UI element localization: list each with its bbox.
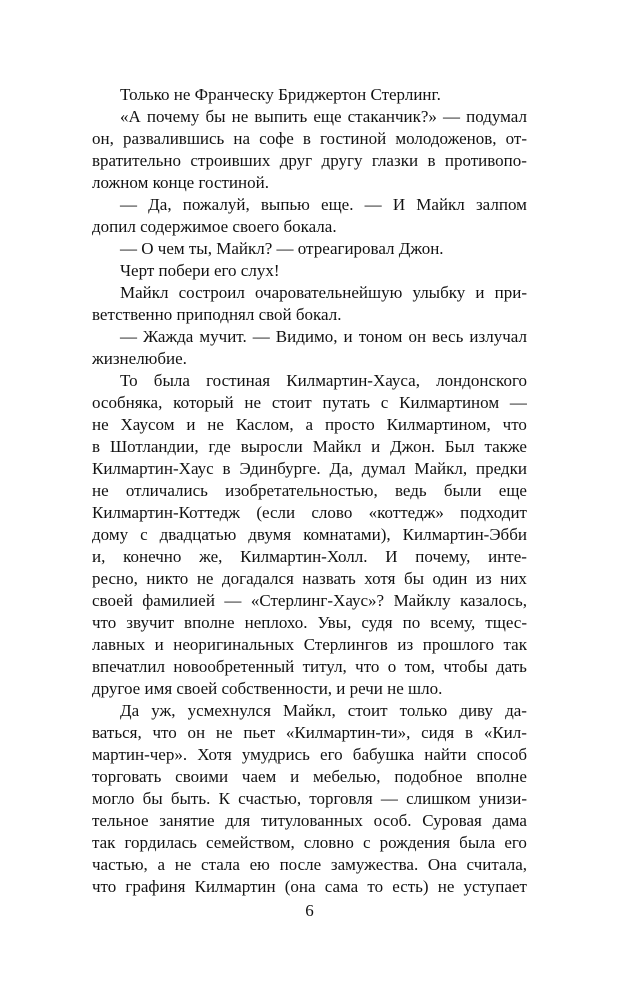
word: с	[140, 525, 148, 544]
text-line	[92, 414, 527, 436]
word: звучит	[126, 613, 175, 632]
word: способ	[476, 745, 527, 764]
word: для	[225, 811, 251, 830]
word: не	[244, 393, 262, 412]
word: выпью	[260, 195, 310, 214]
word: изобретательностью,	[225, 481, 378, 500]
text-line: другое имя своей собственности, и речи не шло.	[92, 679, 443, 698]
word: который	[173, 393, 234, 412]
word: была	[459, 833, 496, 852]
word: —	[443, 107, 461, 126]
word: своей	[92, 591, 133, 610]
word: ведь	[394, 481, 427, 500]
word: Да,	[329, 459, 353, 478]
text-line	[92, 788, 527, 810]
word: (она	[284, 877, 316, 896]
paragraph	[92, 194, 527, 238]
word: всему,	[430, 613, 476, 632]
paragraph	[92, 84, 527, 106]
word: была	[153, 371, 190, 390]
word: Майкл	[416, 195, 465, 214]
word: назвать	[302, 569, 356, 588]
word: найти	[424, 745, 467, 764]
word: то	[367, 877, 384, 896]
word: Жажда	[143, 327, 194, 346]
word: его	[504, 833, 527, 852]
word: так	[503, 635, 527, 654]
word: только	[399, 701, 448, 720]
word: Хаусом	[120, 415, 175, 434]
word: конечно	[123, 547, 182, 566]
word: частью,	[92, 855, 148, 874]
word: Хотя	[197, 745, 232, 764]
word: глазки	[371, 151, 419, 170]
word: особняка,	[92, 393, 163, 412]
word: из	[397, 635, 414, 654]
word: где	[208, 437, 231, 456]
word: дама	[492, 811, 527, 830]
word: Шотландии,	[109, 437, 199, 456]
word: Майклу	[393, 591, 451, 610]
word: лавных	[92, 635, 146, 654]
text-line	[92, 590, 527, 612]
word: не	[174, 855, 192, 874]
word: Эдинбурге.	[239, 459, 321, 478]
word: «коттедж»	[368, 503, 444, 522]
word: с	[362, 833, 371, 852]
word: чаем	[241, 767, 277, 786]
word: в	[302, 129, 311, 148]
word: в	[222, 459, 231, 478]
word: —	[224, 591, 242, 610]
word: вполне	[184, 613, 235, 632]
paragraph	[92, 326, 527, 370]
word: уж,	[151, 701, 176, 720]
word: что	[355, 657, 380, 676]
word: могло	[92, 789, 135, 808]
word: гостиная	[206, 371, 271, 390]
word: (если	[256, 503, 296, 522]
text-line	[92, 106, 527, 128]
word: Майкл,	[282, 701, 336, 720]
word: выпить	[254, 107, 308, 126]
word: лондонского	[436, 371, 527, 390]
text-line	[92, 612, 527, 634]
word: сама	[324, 877, 359, 896]
word: строивших	[190, 151, 271, 170]
text-line	[92, 480, 527, 502]
text-line	[92, 634, 527, 656]
word: мартин-чер».	[92, 745, 188, 764]
word: стала	[201, 855, 240, 874]
word: предки	[476, 459, 527, 478]
word: казалось,	[460, 591, 527, 610]
word: не	[92, 481, 109, 500]
word: судя	[361, 613, 393, 632]
text-line	[92, 854, 527, 876]
word: Килмартином,	[386, 415, 491, 434]
word: подходит	[460, 503, 527, 522]
word: не	[196, 569, 214, 588]
text-line	[92, 326, 527, 348]
word: тоном	[358, 327, 403, 346]
page-number: 6	[305, 901, 314, 920]
text-line: допил содержимое своего бокала.	[92, 217, 337, 236]
text-line	[92, 568, 527, 590]
word: не	[207, 415, 224, 434]
word: слово	[311, 503, 353, 522]
text-line: жизнелюбие.	[92, 349, 187, 368]
word: очаровательнейшую	[255, 283, 403, 302]
word: что	[502, 415, 527, 434]
text-line	[92, 700, 527, 722]
text-line	[92, 370, 527, 392]
word: То	[120, 371, 138, 390]
word: в	[465, 723, 474, 742]
word: развалившись	[122, 129, 225, 148]
word: —	[380, 789, 398, 808]
word: что	[152, 723, 177, 742]
paragraph	[92, 282, 527, 326]
text-line	[92, 194, 527, 216]
word: неплохо.	[244, 613, 308, 632]
word: что	[92, 613, 117, 632]
word: отличались	[125, 481, 208, 500]
word: молодоженов,	[395, 129, 497, 148]
word: Майкл	[120, 283, 169, 302]
text-line	[92, 502, 527, 524]
word: рождения	[379, 833, 451, 852]
word: излучал	[469, 327, 527, 346]
word: что	[92, 877, 117, 896]
word: сидя	[421, 723, 455, 742]
word: выросли	[240, 437, 303, 456]
word: Килмартин-Холл.	[240, 547, 368, 566]
word: дому	[92, 525, 129, 544]
word: Каслом,	[235, 415, 294, 434]
word: титул,	[302, 657, 347, 676]
word: них	[500, 569, 527, 588]
word: стаканчик?»	[347, 107, 437, 126]
word: подобное	[394, 767, 463, 786]
word: словно	[303, 833, 354, 852]
paragraph	[92, 700, 527, 898]
word: Да	[120, 701, 140, 720]
text-line: — О чем ты, Майкл? — отреагировал Джон.	[120, 239, 444, 258]
word: пьет	[243, 723, 276, 742]
text-line: ложном конце гостиной.	[92, 173, 269, 192]
text-line: ветственно приподнял свой бокал.	[92, 305, 342, 324]
text-line	[92, 458, 527, 480]
word: гостиной	[319, 129, 387, 148]
word: никто	[146, 569, 189, 588]
word: Был	[444, 437, 475, 456]
paragraph	[92, 260, 527, 282]
word: —	[120, 195, 137, 214]
word: фамилией	[142, 591, 215, 610]
word: диву	[459, 701, 494, 720]
word: мучит.	[199, 327, 247, 346]
word: том,	[404, 657, 435, 676]
word: о	[387, 657, 397, 676]
word: усмехнулся	[187, 701, 271, 720]
word: после	[279, 855, 322, 874]
word: он	[187, 723, 206, 742]
word: хотя	[364, 569, 396, 588]
text-line	[92, 744, 527, 766]
text-line	[92, 392, 527, 414]
word: и,	[92, 547, 106, 566]
word: считала,	[466, 855, 527, 874]
word: тельное	[92, 811, 149, 830]
text-line	[92, 546, 527, 568]
word: ресно,	[92, 569, 138, 588]
word: были	[443, 481, 482, 500]
word: «Стерлинг-Хаус»?	[250, 591, 385, 610]
word: своими	[175, 767, 229, 786]
word: впечатлил	[92, 657, 165, 676]
word: инте-	[488, 547, 527, 566]
word: на	[233, 129, 251, 148]
word: не	[215, 723, 233, 742]
word: Стерлингов	[303, 635, 388, 654]
word: путать	[322, 393, 370, 412]
word: бы	[403, 569, 425, 588]
word: стоит	[271, 393, 312, 412]
word: «Кил-	[483, 723, 527, 742]
word: улыбку	[412, 283, 466, 302]
word: стоит	[347, 701, 388, 720]
word: —	[364, 195, 382, 214]
word: «Килмартин-ти»,	[285, 723, 411, 742]
word: и	[343, 327, 353, 346]
word: мебелью,	[313, 767, 381, 786]
word: дать	[496, 657, 527, 676]
word: —	[120, 327, 137, 346]
word: в	[92, 437, 101, 456]
word: Видимо,	[275, 327, 338, 346]
word: уступает	[463, 877, 527, 896]
text-line	[92, 128, 527, 150]
word: К	[218, 789, 230, 808]
word: семейством,	[205, 833, 295, 852]
word: состроил	[178, 283, 245, 302]
word: быть.	[170, 789, 211, 808]
word: и	[475, 283, 485, 302]
word: не	[231, 107, 249, 126]
word: а	[157, 855, 166, 874]
word: И	[392, 195, 406, 214]
word: унизи-	[478, 789, 527, 808]
text-line	[92, 150, 527, 172]
word: неоригинальных	[173, 635, 295, 654]
word: один	[432, 569, 468, 588]
word: а	[305, 415, 314, 434]
word: да-	[505, 701, 527, 720]
word: Она	[427, 855, 457, 874]
word: вратительно	[92, 151, 181, 170]
text-line	[92, 876, 527, 898]
text-line	[92, 722, 527, 744]
paragraph	[92, 370, 527, 700]
word: он,	[92, 129, 114, 148]
text-line	[92, 524, 527, 546]
word: двадцатью	[159, 525, 237, 544]
word: софе	[259, 129, 294, 148]
word: слишком	[406, 789, 471, 808]
word: торговля	[309, 789, 373, 808]
word: Увы,	[317, 613, 352, 632]
word: ею	[249, 855, 270, 874]
word: гордилась	[124, 833, 197, 852]
word: еще	[313, 107, 342, 126]
word: Килмартин-Хауса,	[286, 371, 420, 390]
word: догадался	[221, 569, 294, 588]
word: титулованных	[260, 811, 363, 830]
word: в	[427, 151, 436, 170]
word: замужества.	[330, 855, 419, 874]
word: еще	[498, 481, 527, 500]
word: умудрись	[241, 745, 310, 764]
word: весь	[432, 327, 464, 346]
word: занятие	[159, 811, 215, 830]
word: особ.	[373, 811, 412, 830]
word: почему,	[415, 547, 471, 566]
word: графиня	[125, 877, 186, 896]
word: от-	[505, 129, 527, 148]
word: бы	[142, 789, 163, 808]
word: Майкл,	[414, 459, 468, 478]
word: просто	[324, 415, 375, 434]
text-line	[92, 656, 527, 678]
text-line	[92, 832, 527, 854]
word: еще.	[321, 195, 354, 214]
word: так	[92, 833, 116, 852]
word: есть)	[392, 877, 429, 896]
word: и	[154, 635, 164, 654]
text-line: Черт побери его слух!	[120, 261, 280, 280]
word: комнатами),	[303, 525, 391, 544]
word: противопо-	[444, 151, 527, 170]
text-line: Только не Франческу Бриджертон Стерлинг.	[120, 85, 441, 104]
word: вполне	[476, 767, 527, 786]
word: не	[92, 415, 109, 434]
word: Майкл	[312, 437, 362, 456]
word: он	[408, 327, 427, 346]
text-line	[92, 766, 527, 788]
word: думал	[361, 459, 406, 478]
word: Суровая	[422, 811, 482, 830]
word: Килмартин-Эбби	[402, 525, 527, 544]
text-line	[92, 282, 527, 304]
word: же,	[199, 547, 223, 566]
word: не	[437, 877, 455, 896]
word: при-	[494, 283, 527, 302]
word: Килмартин-Хаус	[92, 459, 214, 478]
word: почему	[146, 107, 200, 126]
paragraph	[92, 106, 527, 194]
word: с	[380, 393, 389, 412]
word: Джон.	[390, 437, 435, 456]
word: другу	[321, 151, 363, 170]
word: тщес-	[485, 613, 527, 632]
word: его	[320, 745, 343, 764]
word: друг	[279, 151, 313, 170]
word: счастью,	[238, 789, 302, 808]
word: из	[475, 569, 492, 588]
word: чтобы	[443, 657, 488, 676]
word: бабушка	[352, 745, 415, 764]
word: подумал	[466, 107, 527, 126]
word: Килмартином	[399, 393, 500, 412]
word: ваться,	[92, 723, 142, 742]
text-line	[92, 436, 527, 458]
word: И	[385, 547, 398, 566]
word: пожалуй,	[182, 195, 250, 214]
word: и	[371, 437, 381, 456]
word: новообретенный	[173, 657, 295, 676]
word: торговать	[92, 767, 162, 786]
paragraph	[92, 238, 527, 260]
word: и	[290, 767, 300, 786]
page-text	[92, 84, 527, 898]
word: Килмартин-Коттедж	[92, 503, 241, 522]
word: по	[402, 613, 421, 632]
word: Да,	[148, 195, 172, 214]
word: —	[509, 393, 527, 412]
word: «А	[120, 107, 141, 126]
word: также	[484, 437, 527, 456]
word: залпом	[475, 195, 527, 214]
word: бы	[205, 107, 226, 126]
word: Килмартин	[194, 877, 276, 896]
word: и	[186, 415, 196, 434]
text-line	[92, 810, 527, 832]
word: двумя	[248, 525, 292, 544]
word: прошлого	[422, 635, 494, 654]
word: —	[252, 327, 270, 346]
